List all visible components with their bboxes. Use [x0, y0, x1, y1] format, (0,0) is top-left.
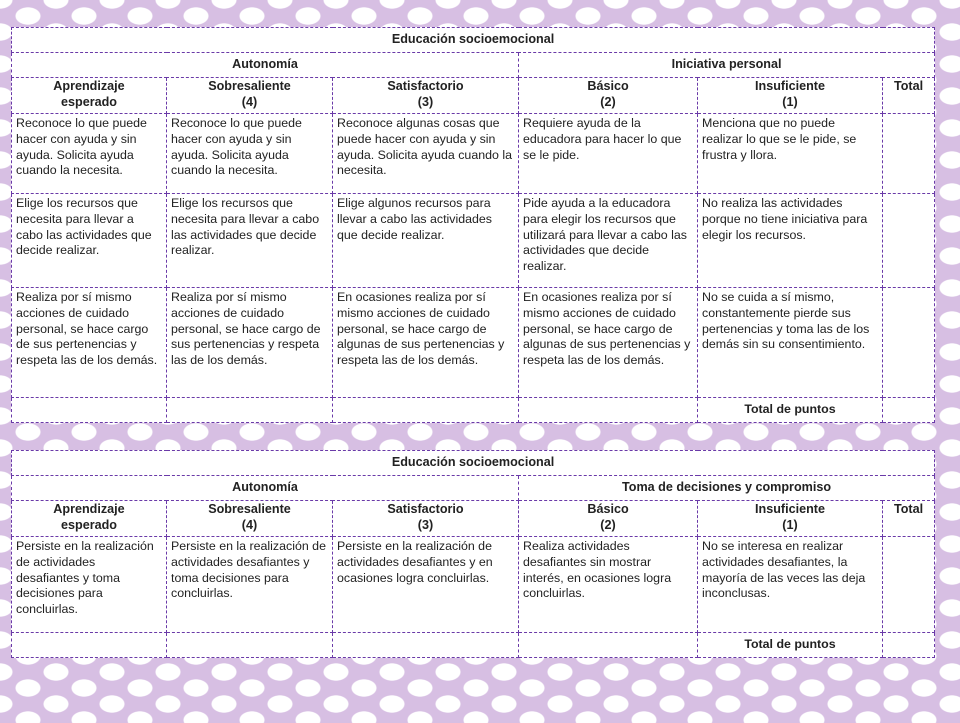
header-line: Insuficiente: [755, 502, 825, 516]
cell-sobresaliente: Persiste en la realización de actividades desafiantes y toma decisiones para concluirlas.: [167, 537, 333, 633]
empty-cell: [12, 398, 167, 423]
cell-basico: Pide ayuda a la educadora para elegir los recursos que utilizará para llevar a cabo las actividades que decide realizar.: [519, 194, 698, 288]
cell-insuficiente: No se interesa en realizar actividades desafiantes, la mayoría de las veces las deja inconclusas.: [698, 537, 883, 633]
rubric-title: Educación socioemocional: [12, 28, 935, 53]
cell-satisfactorio: Reconoce algunas cosas que puede hacer con ayuda y sin ayuda. Solicita ayuda cuando la necesita.: [333, 114, 519, 194]
category-toma-de-decisiones: Toma de decisiones y compromiso: [519, 476, 935, 501]
header-aprendizaje-esperado: [12, 501, 167, 537]
total-points-value[interactable]: [883, 633, 935, 658]
empty-cell: [333, 398, 519, 423]
header-insuficiente: [698, 501, 883, 537]
table-row: [12, 194, 935, 288]
cell-aprendizaje: Persiste en la realización de actividades desafiantes y toma decisiones para concluirlas.: [12, 537, 167, 633]
header-satisfactorio: [333, 501, 519, 537]
header-line: Satisfactorio: [387, 79, 464, 93]
header-line: (2): [600, 94, 616, 109]
total-points-label: Total de puntos: [698, 633, 883, 658]
cell-total-input[interactable]: [883, 114, 935, 194]
header-line: (2): [600, 517, 616, 532]
cell-insuficiente: No realiza las actividades porque no tiene iniciativa para elegir los recursos.: [698, 194, 883, 288]
header-basico: [519, 78, 698, 114]
total-points-label: Total de puntos: [698, 398, 883, 423]
header-total: Total: [883, 501, 935, 537]
header-sobresaliente: [167, 78, 333, 114]
total-points-row: [12, 398, 935, 423]
cell-insuficiente: Menciona que no puede realizar lo que se le pide, se frustra y llora.: [698, 114, 883, 194]
total-points-value[interactable]: [883, 398, 935, 423]
table-row: [12, 114, 935, 194]
header-line: (1): [782, 517, 798, 532]
cell-aprendizaje: Realiza por sí mismo acciones de cuidado personal, se hace cargo de sus pertenencias y respeta las de los demás.: [12, 288, 167, 398]
cell-total-input[interactable]: [883, 194, 935, 288]
cell-basico: Requiere ayuda de la educadora para hacer lo que se le pide.: [519, 114, 698, 194]
empty-cell: [12, 633, 167, 658]
cell-total-input[interactable]: [883, 537, 935, 633]
empty-cell: [519, 633, 698, 658]
header-line: (4): [241, 517, 258, 532]
category-autonomia: Autonomía: [12, 476, 519, 501]
header-aprendizaje-esperado: [12, 78, 167, 114]
header-satisfactorio: [333, 78, 519, 114]
cell-satisfactorio: En ocasiones realiza por sí mismo acciones de cuidado personal, se hace cargo de algunas de sus pertenencias y respeta las de los demás.: [333, 288, 519, 398]
header-line: esperado: [61, 94, 117, 109]
total-points-row: [12, 633, 935, 658]
empty-cell: [167, 398, 333, 423]
header-sobresaliente: [167, 501, 333, 537]
header-line: Básico: [587, 502, 629, 516]
header-line: (4): [241, 94, 258, 109]
header-line: Básico: [587, 79, 629, 93]
cell-basico: En ocasiones realiza por sí mismo acciones de cuidado personal, se hace cargo de algunas de sus pertenencias y respeta las de los demás.: [519, 288, 698, 398]
cell-sobresaliente: Reconoce lo que puede hacer con ayuda y sin ayuda. Solicita ayuda cuando la necesita.: [167, 114, 333, 194]
header-line: Sobresaliente: [208, 502, 291, 516]
header-total: Total: [883, 78, 935, 114]
header-line: Aprendizaje: [53, 502, 125, 516]
header-line: Insuficiente: [755, 79, 825, 93]
header-line: (3): [417, 94, 434, 109]
cell-total-input[interactable]: [883, 288, 935, 398]
header-line: (3): [417, 517, 434, 532]
rubric-table-toma-de-decisiones: [11, 450, 935, 658]
category-iniciativa-personal: Iniciativa personal: [519, 53, 935, 78]
table-row: [12, 537, 935, 633]
category-autonomia: Autonomía: [12, 53, 519, 78]
empty-cell: [333, 633, 519, 658]
empty-cell: [519, 398, 698, 423]
header-basico: [519, 501, 698, 537]
cell-basico: Realiza actividades desafiantes sin mostrar interés, en ocasiones logra concluirlas.: [519, 537, 698, 633]
header-line: Satisfactorio: [387, 502, 464, 516]
cell-sobresaliente: Elige los recursos que necesita para llevar a cabo las actividades que decide realizar.: [167, 194, 333, 288]
empty-cell: [167, 633, 333, 658]
cell-satisfactorio: Elige algunos recursos para llevar a cabo las actividades que decide realizar.: [333, 194, 519, 288]
cell-aprendizaje: Elige los recursos que necesita para llevar a cabo las actividades que decide realizar.: [12, 194, 167, 288]
header-line: Aprendizaje: [53, 79, 125, 93]
cell-satisfactorio: Persiste en la realización de actividades desafiantes y en ocasiones logra concluirlas.: [333, 537, 519, 633]
cell-insuficiente: No se cuida a sí mismo, constantemente pierde sus pertenencias y toma las de los demás sin su consentimiento.: [698, 288, 883, 398]
cell-aprendizaje: Reconoce lo que puede hacer con ayuda y sin ayuda. Solicita ayuda cuando la necesita.: [12, 114, 167, 194]
rubric-title: Educación socioemocional: [12, 451, 935, 476]
rubric-table-iniciativa-personal: [11, 27, 935, 423]
header-line: esperado: [61, 517, 117, 532]
header-line: (1): [782, 94, 798, 109]
header-insuficiente: [698, 78, 883, 114]
header-line: Sobresaliente: [208, 79, 291, 93]
table-row: [12, 288, 935, 398]
cell-sobresaliente: Realiza por sí mismo acciones de cuidado personal, se hace cargo de sus pertenencias y respeta las de los demás.: [167, 288, 333, 398]
